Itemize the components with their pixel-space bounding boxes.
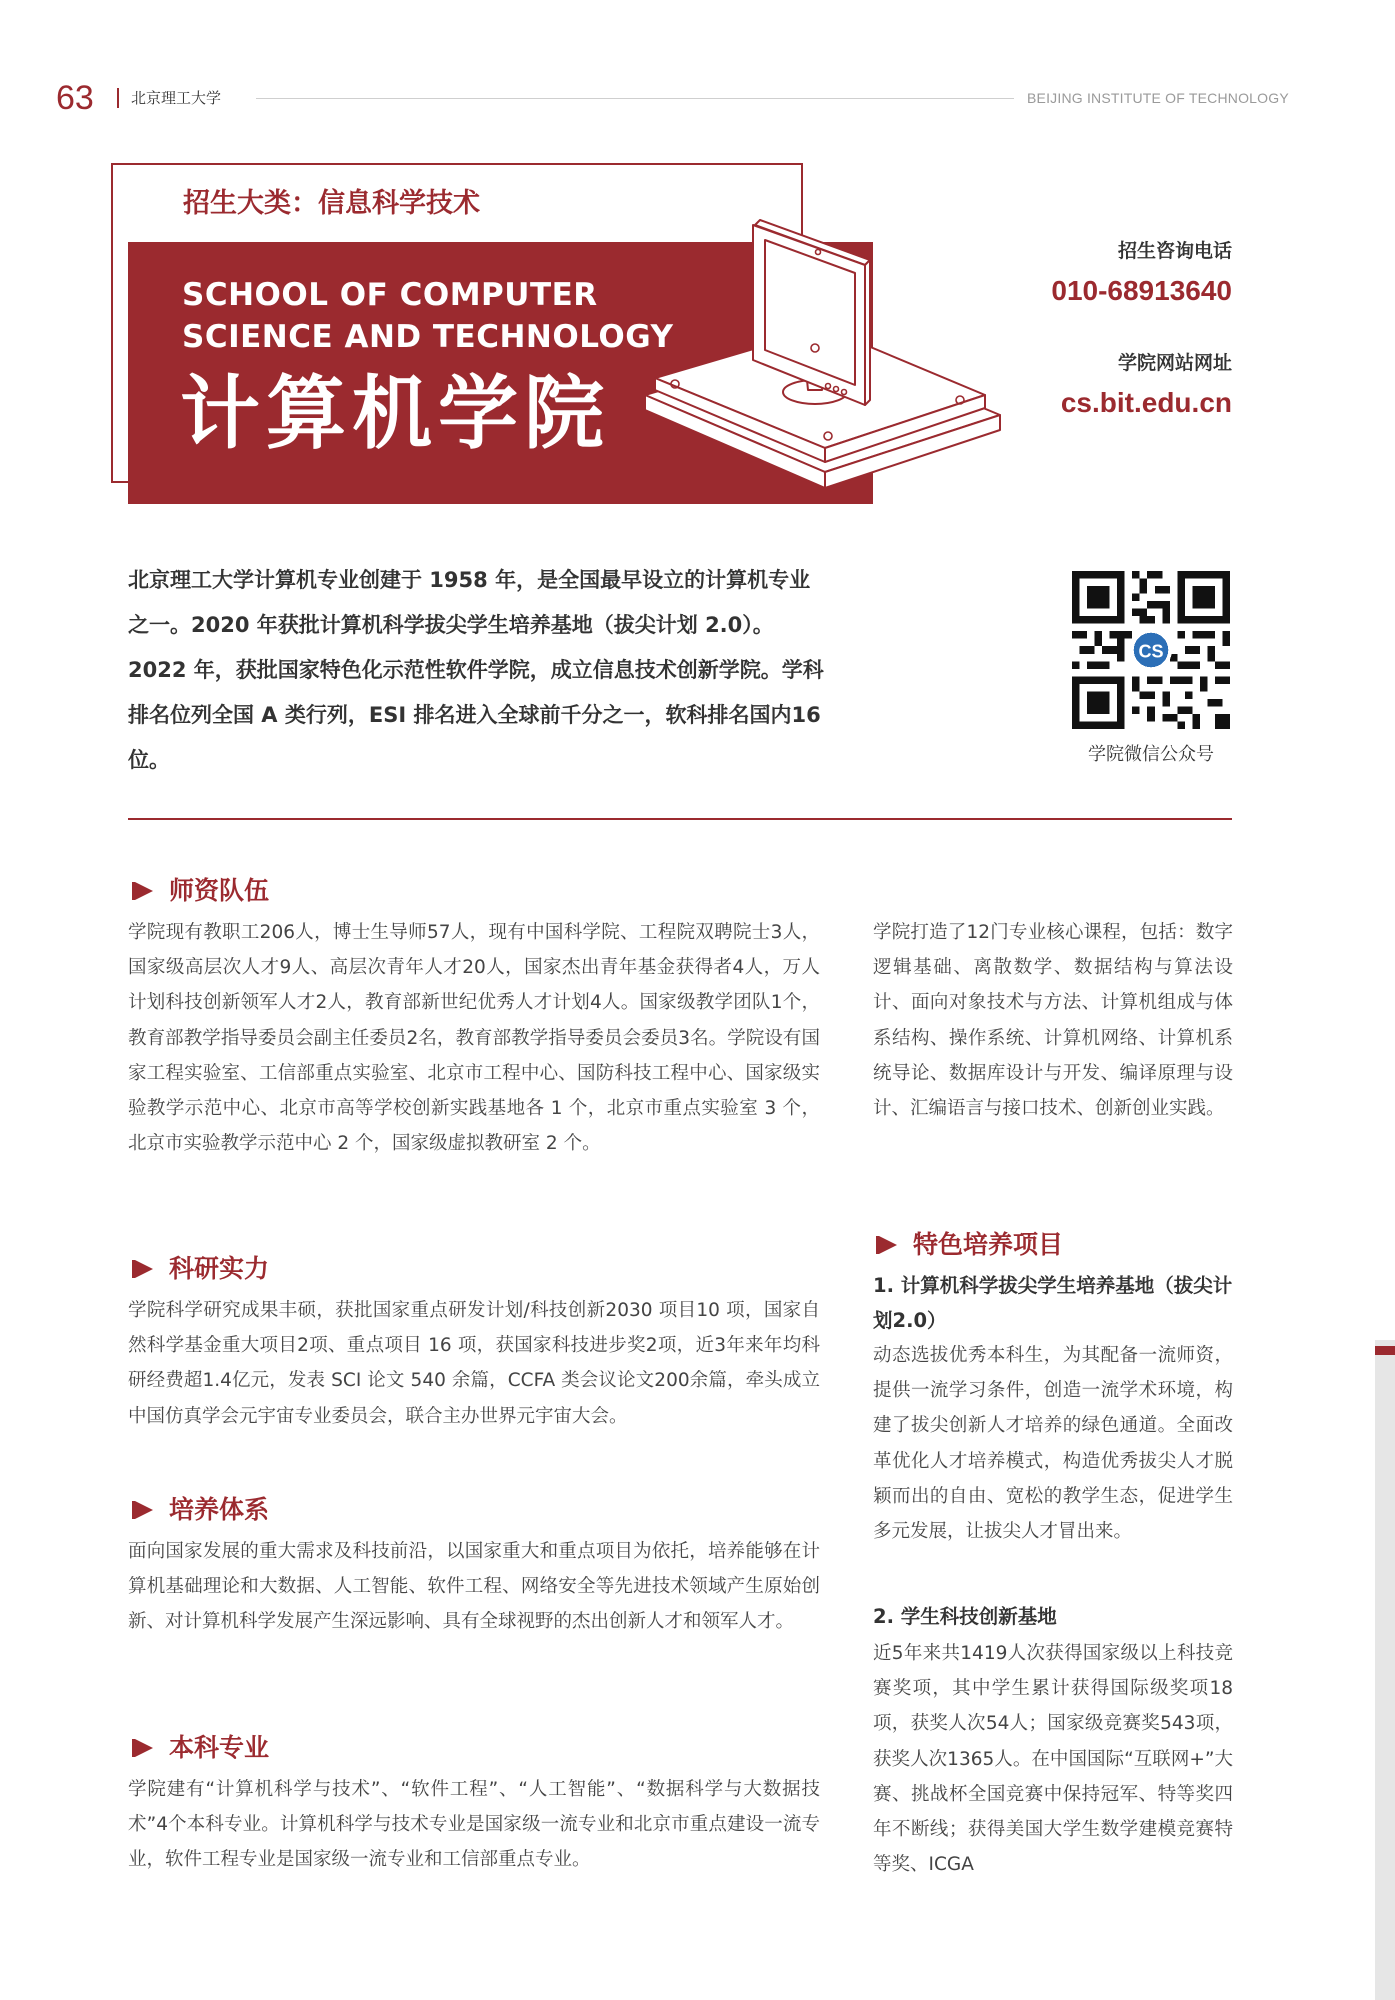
university-name-cn: 北京理工大学 — [131, 89, 222, 107]
majors-body: 学院建有“计算机科学与技术”、“软件工程”、“人工智能”、“数据科学与大数据技术”4个本科专业。计算机科学与技术专业是国家级一流专业和北京市重点建设一流专业，软件工程专业是国家级一流专业和工信部重点专业。 — [128, 1779, 820, 1871]
computer-illustration-icon — [560, 200, 1020, 540]
section-marker-icon — [135, 1260, 153, 1278]
website-label: 学院网站网址 — [1117, 352, 1232, 374]
courses-body: 学院打造了12门专业核心课程，包括：数字逻辑基础、离散数学、数据结构与算法设计、面向对象技术与方法、计算机组成与体系结构、操作系统、计算机网络、计算机系统导论、数据库设计与开发、编译原理与设计、汇编语言与接口技术、创新创业实践。 — [873, 922, 1233, 1120]
featured-subtitle-2: 2. 学生科技创新基地 — [873, 1605, 1057, 1628]
research-heading — [135, 1252, 269, 1286]
training-title: 培养体系 — [169, 1495, 270, 1524]
university-name-en: BEIJING INSTITUTE OF TECHNOLOGY — [1027, 90, 1289, 106]
section-marker-icon — [879, 1236, 897, 1254]
school-name-en-line1: SCHOOL OF COMPUTER — [182, 277, 598, 313]
section-divider — [128, 818, 1232, 820]
header-divider — [117, 88, 119, 108]
phone-number: 010-68913640 — [1051, 275, 1232, 306]
majors-heading — [135, 1731, 269, 1765]
faculty-body: 学院现有教职工206人，博士生导师57人，现有中国科学院、工程院双聘院士3人，国家级高层次人才9人、高层次青年人才20人，国家杰出青年基金获得者4人，万人计划科技创新领军人才2人，教育部新世纪优秀人才计划4人。国家级教学团队1个，教育部教学指导委员会副主任委员2名，教育部教学指导委员会委员3名。学院设有国家工程实验室、工信部重点实验室、北京市工程中心、国防科技工程中心、国家级实验教学示范中心、北京市高等学校创新实践基地各 1 个，北京市重点实验室 3 个，北京市实验教学示范中心 2 个，国家级虚拟教研室 2 个。 — [128, 922, 820, 1155]
page-number: 63 — [56, 79, 94, 117]
section-marker-icon — [135, 1501, 153, 1519]
featured-body-1: 动态选拔优秀本科生，为其配备一流师资，提供一流学习条件，创造一流学术环境，构建了拔尖创新人才培养的绿色通道。全面改革优化人才培养模式，构造优秀拔尖人才脱颖而出的自由、宽松的教学生态，促进学生多元发展，让拔尖人才冒出来。 — [873, 1345, 1233, 1543]
majors-title: 本科专业 — [169, 1733, 270, 1762]
training-body: 面向国家发展的重大需求及科技前沿，以国家重大和重点项目为依托，培养能够在计算机基础理论和大数据、人工智能、软件工程、网络安全等先进技术领域产生原始创新、对计算机科学发展产生深远影响、具有全球视野的杰出创新人才和领军人才。 — [128, 1541, 820, 1633]
side-tab — [1375, 1346, 1395, 1355]
section-marker-icon — [135, 882, 153, 900]
faculty-heading — [135, 874, 269, 908]
research-body: 学院科学研究成果丰硕，获批国家重点研发计划/科技创新2030 项目10 项，国家自然科学基金重大项目2项、重点项目 16 项，获国家科技进步奖2项，近3年来年均科研经费超1.4亿元，发表 SCI 论文 540 余篇，CCFA 类会议论文200余篇，牵头成立中国仿真学会元宇宙专业委员会，联合主办世界元宇宙大会。 — [128, 1300, 820, 1427]
school-name-cn: 计算机学院 — [180, 367, 610, 460]
research-title: 科研实力 — [169, 1254, 270, 1283]
phone-label: 招生咨询电话 — [1117, 240, 1232, 262]
header-rule — [256, 98, 1014, 99]
website-link[interactable]: cs.bit.edu.cn — [1060, 387, 1232, 418]
qr-caption: 学院微信公众号 — [1088, 744, 1214, 765]
training-heading — [135, 1493, 269, 1527]
qr-logo: CS — [1138, 641, 1164, 662]
section-marker-icon — [135, 1739, 153, 1757]
featured-subtitle-1: 1. 计算机科学拔尖学生培养基地（拔尖计划2.0） — [873, 1274, 1233, 1332]
admission-category: 招生大类：信息科学技术 — [183, 188, 480, 219]
featured-heading — [879, 1228, 1063, 1262]
qr-code-icon[interactable] — [1072, 571, 1230, 729]
featured-title: 特色培养项目 — [913, 1230, 1064, 1259]
faculty-title: 师资队伍 — [169, 876, 270, 905]
side-strip — [1375, 1340, 1395, 2000]
featured-body-2: 近5年来共1419人次获得国家级以上科技竞赛奖项，其中学生累计获得国际级奖项18项，获奖人次54人；国家级竞赛奖543项，获奖人次1365人。在中国国际“互联网+”大赛、挑战杯全国竞赛中保持冠军、特等奖四年不断线；获得美国大学生数学建模竞赛特等奖、ICGA — [873, 1643, 1233, 1876]
intro-paragraph: 北京理工大学计算机专业创建于 1958 年，是全国最早设立的计算机专业之一。2020 年获批计算机科学拔尖学生培养基地（拔尖计划 2.0）。2022 年，获批国家特色化示范性软件学院，成立信息技术创新学院。学科排名位列全国 A 类行列，ESI 排名进入全球前千分之一，软科排名国内16 位。 — [128, 568, 824, 772]
school-name-en-line2: SCIENCE AND TECHNOLOGY — [182, 319, 674, 355]
